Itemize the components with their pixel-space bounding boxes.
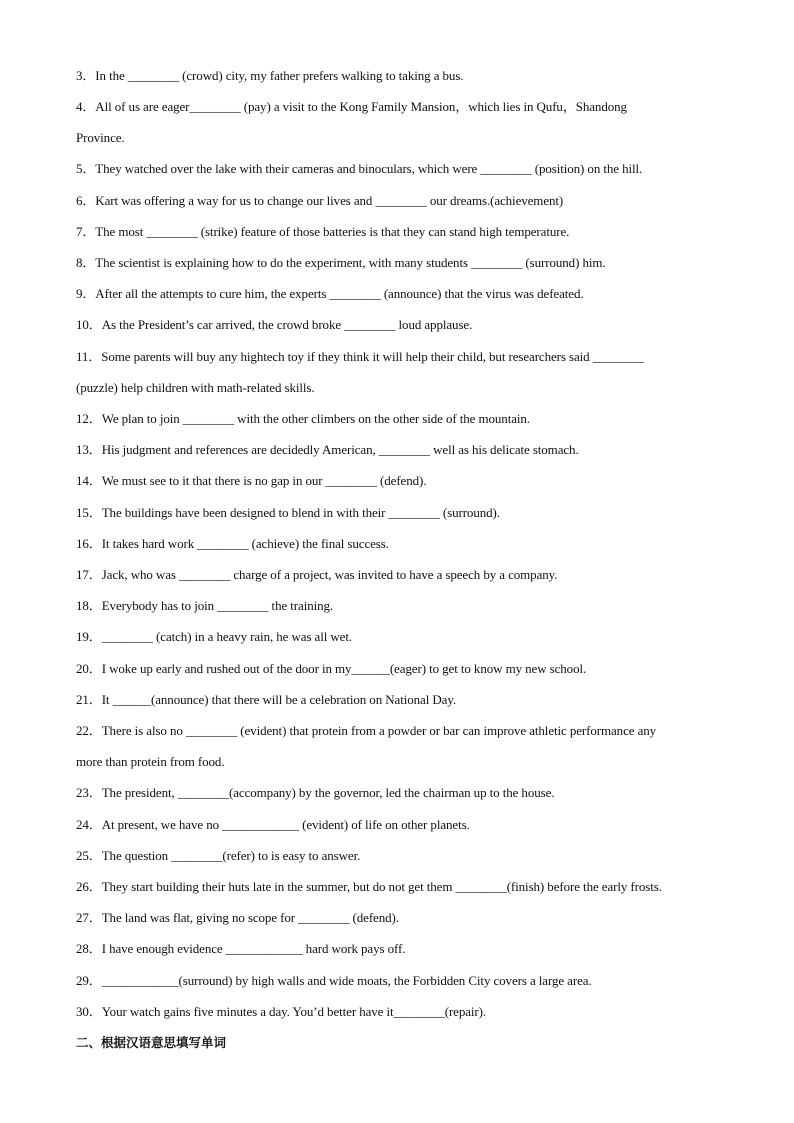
question-line: 30．Your watch gains five minutes a day. You’d better have it________(repair).	[76, 1004, 487, 1019]
question-line: more than protein from food.	[76, 754, 225, 769]
question-line: 21．It ______(announce) that there will be a celebration on National Day.	[76, 692, 457, 707]
question-line: (puzzle) help children with math-related skills.	[76, 380, 315, 395]
question-line: 17．Jack, who was ________ charge of a project, was invited to have a speech by a company.	[76, 567, 558, 582]
question-line: Province.	[76, 130, 125, 145]
question-line: 13．His judgment and references are decidedly American, ________ well as his delicate stomach.	[76, 442, 579, 457]
question-line: 7．The most ________ (strike) feature of those batteries is that they can stand high temperature.	[76, 224, 570, 239]
question-line: 15．The buildings have been designed to blend in with their ________ (surround).	[76, 505, 500, 520]
question-line: 12．We plan to join ________ with the other climbers on the other side of the mountain.	[76, 411, 530, 426]
question-line: 24．At present, we have no ____________ (evident) of life on other planets.	[76, 817, 470, 832]
question-line: 4．All of us are eager________ (pay) a visit to the Kong Family Mansion，which lies in Qufu，Shandong	[76, 99, 627, 114]
question-line: 27．The land was flat, giving no scope for ________ (defend).	[76, 910, 399, 925]
question-line: 8．The scientist is explaining how to do the experiment, with many students ________ (surround) him.	[76, 255, 606, 270]
question-line: 16．It takes hard work ________ (achieve) the final success.	[76, 536, 389, 551]
question-line: 5．They watched over the lake with their cameras and binoculars, which were ________ (position) on the hill.	[76, 161, 643, 176]
section-heading: 二、根据汉语意思填写单词	[76, 1035, 227, 1050]
question-line: 19．________ (catch) in a heavy rain, he was all wet.	[76, 629, 353, 644]
question-line: 22．There is also no ________ (evident) that protein from a powder or bar can improve athletic performance any	[76, 723, 657, 738]
question-line: 9．After all the attempts to cure him, the experts ________ (announce) that the virus was defeated.	[76, 286, 584, 301]
question-line: 20．I woke up early and rushed out of the door in my______(eager) to get to know my new school.	[76, 661, 587, 676]
question-line: 18．Everybody has to join ________ the training.	[76, 598, 334, 613]
question-line: 10．As the President’s car arrived, the crowd broke ________ loud applause.	[76, 317, 473, 332]
question-line: 23．The president, ________(accompany) by the governor, led the chairman up to the house.	[76, 785, 555, 800]
question-line: 3．In the ________ (crowd) city, my father prefers walking to taking a bus.	[76, 68, 464, 83]
question-line: 14．We must see to it that there is no gap in our ________ (defend).	[76, 473, 427, 488]
question-line: 29．____________(surround) by high walls and wide moats, the Forbidden City covers a large area.	[76, 973, 592, 988]
question-line: 6．Kart was offering a way for us to change our lives and ________ our dreams.(achievement)	[76, 193, 564, 208]
question-line: 25．The question ________(refer) to is easy to answer.	[76, 848, 361, 863]
question-line: 26．They start building their huts late in the summer, but do not get them ________(finish) before the early frosts.	[76, 879, 662, 894]
question-line: 28．I have enough evidence ____________ hard work pays off.	[76, 941, 406, 956]
question-line: 11．Some parents will buy any hightech toy if they think it will help their child, but researchers said ________	[76, 349, 644, 364]
